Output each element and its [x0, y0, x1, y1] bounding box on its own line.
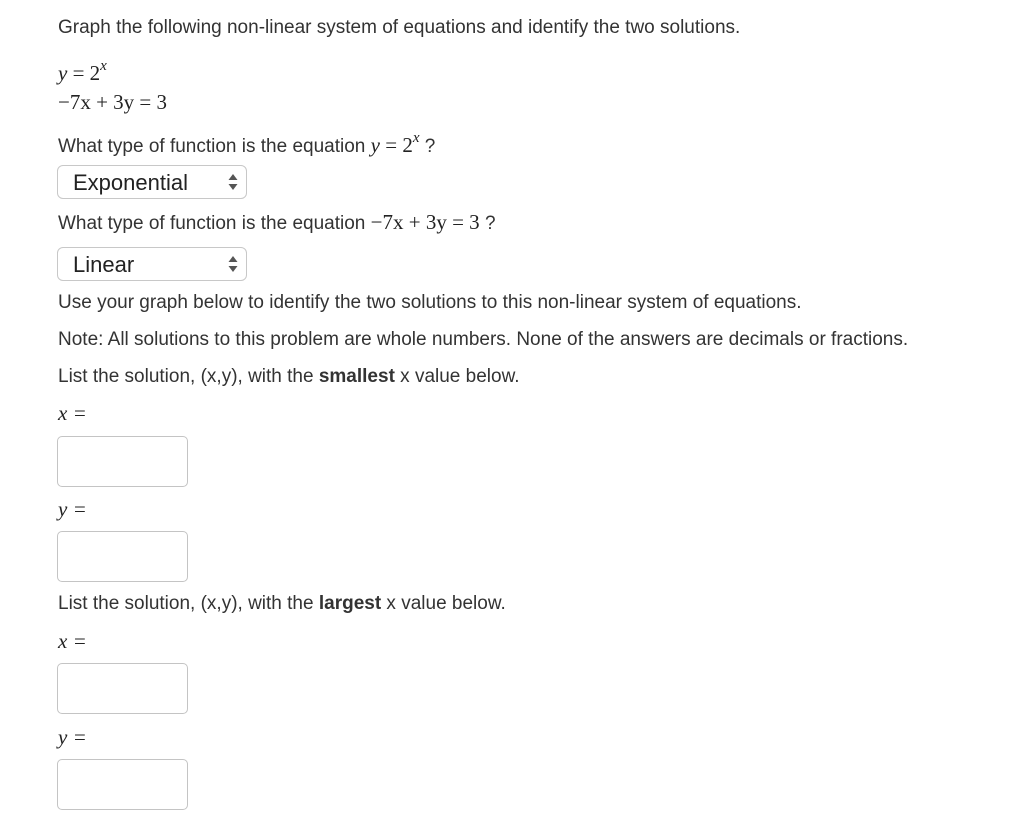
largest-x-input[interactable]: [57, 663, 188, 714]
largest-bold: largest: [318, 593, 382, 614]
q1-suffix: ?: [419, 136, 436, 157]
select-2-value: Linear: [73, 252, 135, 277]
q2-math: [371, 210, 480, 234]
q1-math: [370, 130, 420, 157]
q2-suffix: ?: [479, 213, 496, 234]
q2-math-text: −7x + 3y = 3: [370, 210, 480, 234]
q2-prefix: What type of function is the equation: [58, 213, 371, 234]
q1-math-base: 2: [402, 133, 413, 157]
smallest-post: x value below.: [394, 366, 520, 387]
smallest-solution-label: [58, 365, 520, 389]
largest-post: x value below.: [381, 593, 506, 614]
q1-math-exp: x: [412, 130, 420, 146]
largest-y-input[interactable]: [57, 759, 188, 810]
smallest-y-input[interactable]: [57, 531, 188, 582]
updown-arrows-icon: [228, 255, 238, 273]
q1-math-eq: =: [379, 133, 403, 157]
eq1-lhs: y: [58, 61, 68, 85]
question-1: [58, 128, 435, 159]
select-1-value: Exponential: [73, 170, 188, 195]
eq1-base: 2: [89, 61, 101, 85]
eq1-equals: =: [67, 61, 90, 85]
eq1-exponent: x: [100, 58, 107, 74]
largest-y-label: y =: [58, 725, 87, 749]
question-2: [58, 210, 496, 236]
instruction-note: Note: All solutions to this problem are whole numbers. None of the answers are decimals or fractions.: [58, 329, 909, 350]
eq2-text: −7x + 3y = 3: [58, 90, 168, 114]
largest-solution-label: [58, 592, 506, 616]
equation-exponential: [58, 56, 107, 85]
function-type-select-1[interactable]: [57, 165, 247, 199]
smallest-bold: smallest: [318, 366, 395, 387]
function-type-select-2[interactable]: [57, 247, 247, 281]
smallest-x-input[interactable]: [57, 436, 188, 487]
smallest-y-label: y =: [58, 497, 87, 521]
q1-math-y: y: [370, 133, 380, 157]
largest-x-label: x =: [58, 629, 87, 653]
smallest-x-label: x =: [58, 401, 87, 425]
problem-intro: Graph the following non-linear system of equations and identify the two solutions.: [58, 17, 741, 38]
instruction-use-graph: Use your graph below to identify the two solutions to this non-linear system of equations.: [58, 292, 802, 313]
smallest-pre: List the solution, (x,y), with the: [58, 366, 319, 387]
q1-prefix: What type of function is the equation: [58, 136, 371, 157]
updown-arrows-icon: [228, 173, 238, 191]
largest-pre: List the solution, (x,y), with the: [58, 593, 319, 614]
equation-linear: [58, 90, 167, 114]
